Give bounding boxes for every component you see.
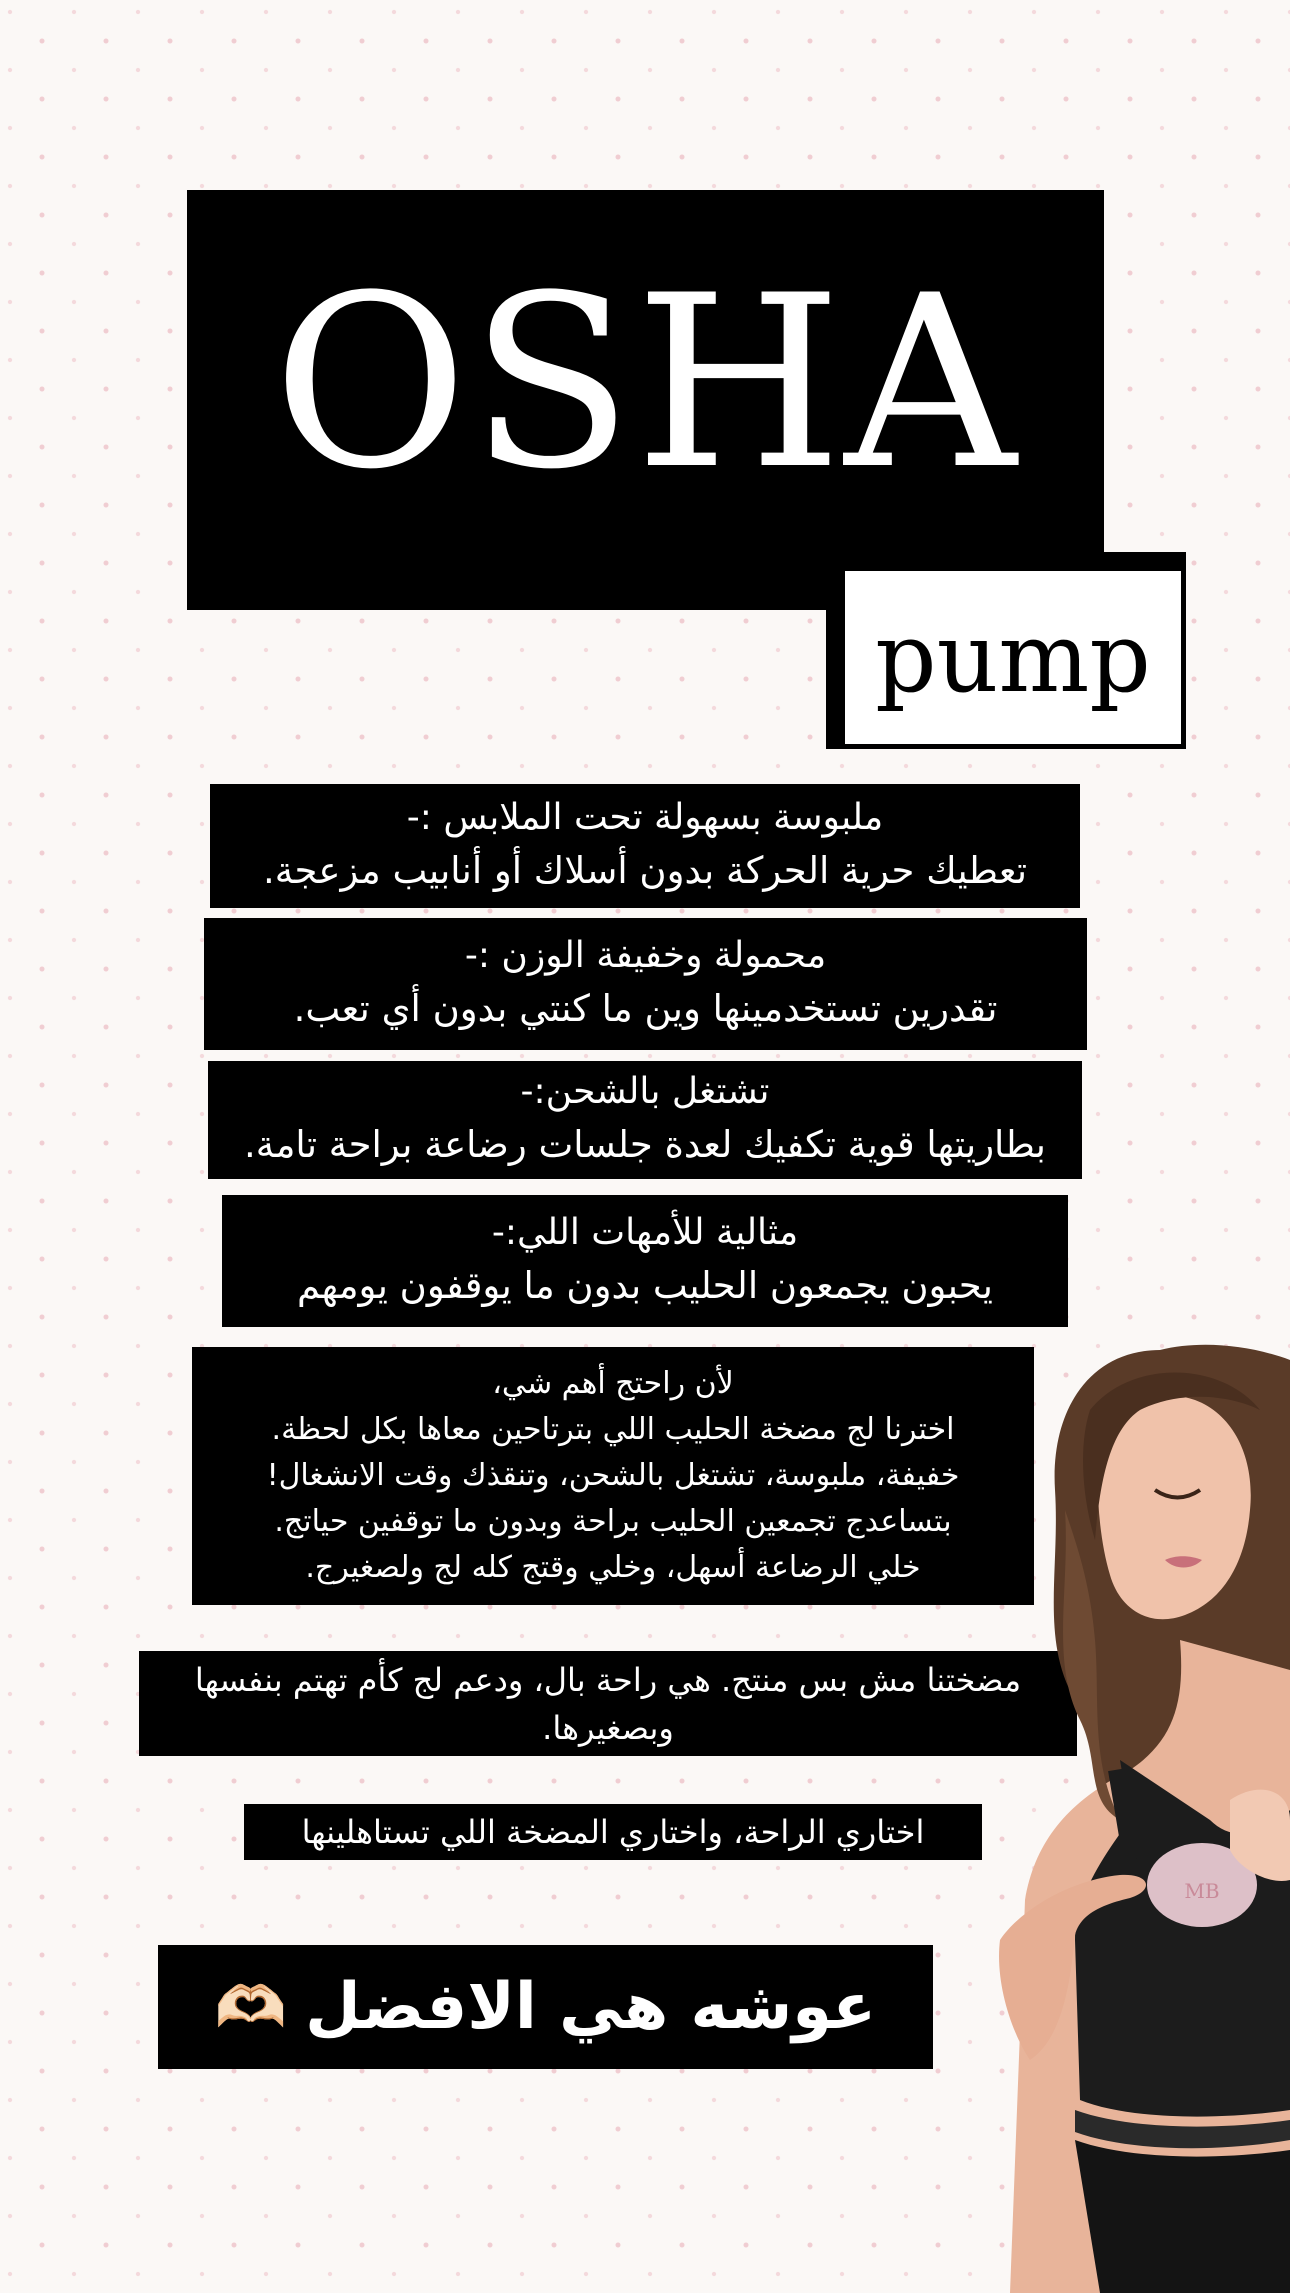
- final-banner: [158, 1945, 933, 2069]
- intro-paragraph-block: [192, 1347, 1034, 1605]
- cta-text: اختاري الراحة، واختاري المضخة اللي تستاهلينها: [301, 1813, 925, 1851]
- final-text: عوشه هي الافضل: [305, 1970, 877, 2044]
- feature-title: ملبوسة بسهولة تحت الملابس :-: [406, 797, 884, 838]
- paragraph-line: خلي الرضاعة أسهل، وخلي وقتج كله لج ولصغيرج.: [305, 1550, 921, 1585]
- feature-block-wearable: [210, 784, 1080, 908]
- feature-block-portable: [204, 918, 1087, 1050]
- pump-label: pump: [875, 601, 1151, 714]
- feature-body: يحبون يجمعون الحليب بدون ما يوقفون يومهم: [297, 1264, 993, 1307]
- feature-body: بطاريتها قوية تكفيك لعدة جلسات رضاعة براحة تامة.: [244, 1123, 1046, 1166]
- support-block: [139, 1651, 1077, 1756]
- paragraph-line: خفيفة، ملبوسة، تشتغل بالشحن، وتنقذك وقت الانشغال!: [266, 1458, 960, 1493]
- heart-hands-icon: 🫶🏻: [214, 1973, 288, 2041]
- mother-illustration: [980, 1340, 1290, 2293]
- feature-title: مثالية للأمهات اللي:-: [491, 1212, 799, 1253]
- paragraph-line: بتساعدج تجمعين الحليب براحة وبدون ما توقفين حياتج.: [274, 1504, 952, 1539]
- cta-block: [244, 1804, 982, 1860]
- pump-badge: MB: [1184, 1879, 1220, 1903]
- support-line: وبصغيرها.: [542, 1708, 674, 1747]
- paragraph-line: لأن راحتج أهم شي،: [492, 1366, 734, 1401]
- feature-block-ideal-for-moms: [222, 1195, 1068, 1327]
- feature-block-rechargeable: [208, 1061, 1082, 1179]
- paragraph-line: اخترنا لج مضخة الحليب اللي بترتاحين معاها بكل لحظة.: [271, 1412, 955, 1447]
- brand-title: OSHA: [272, 245, 1019, 522]
- feature-title: تشتغل بالشحن:-: [520, 1071, 770, 1112]
- feature-body: تقدرين تستخدمينها وين ما كنتي بدون أي تعب.: [293, 987, 998, 1030]
- feature-title: محمولة وخفيفة الوزن :-: [464, 935, 827, 976]
- pants-shape: [1075, 2140, 1290, 2293]
- support-line: مضختنا مش بس منتج. هي راحة بال، ودعم لج كأم تهتم بنفسها: [194, 1660, 1022, 1699]
- pump-label-box: [845, 571, 1181, 744]
- feature-body: تعطيك حرية الحركة بدون أسلاك أو أنابيب مزعجة.: [262, 849, 1028, 892]
